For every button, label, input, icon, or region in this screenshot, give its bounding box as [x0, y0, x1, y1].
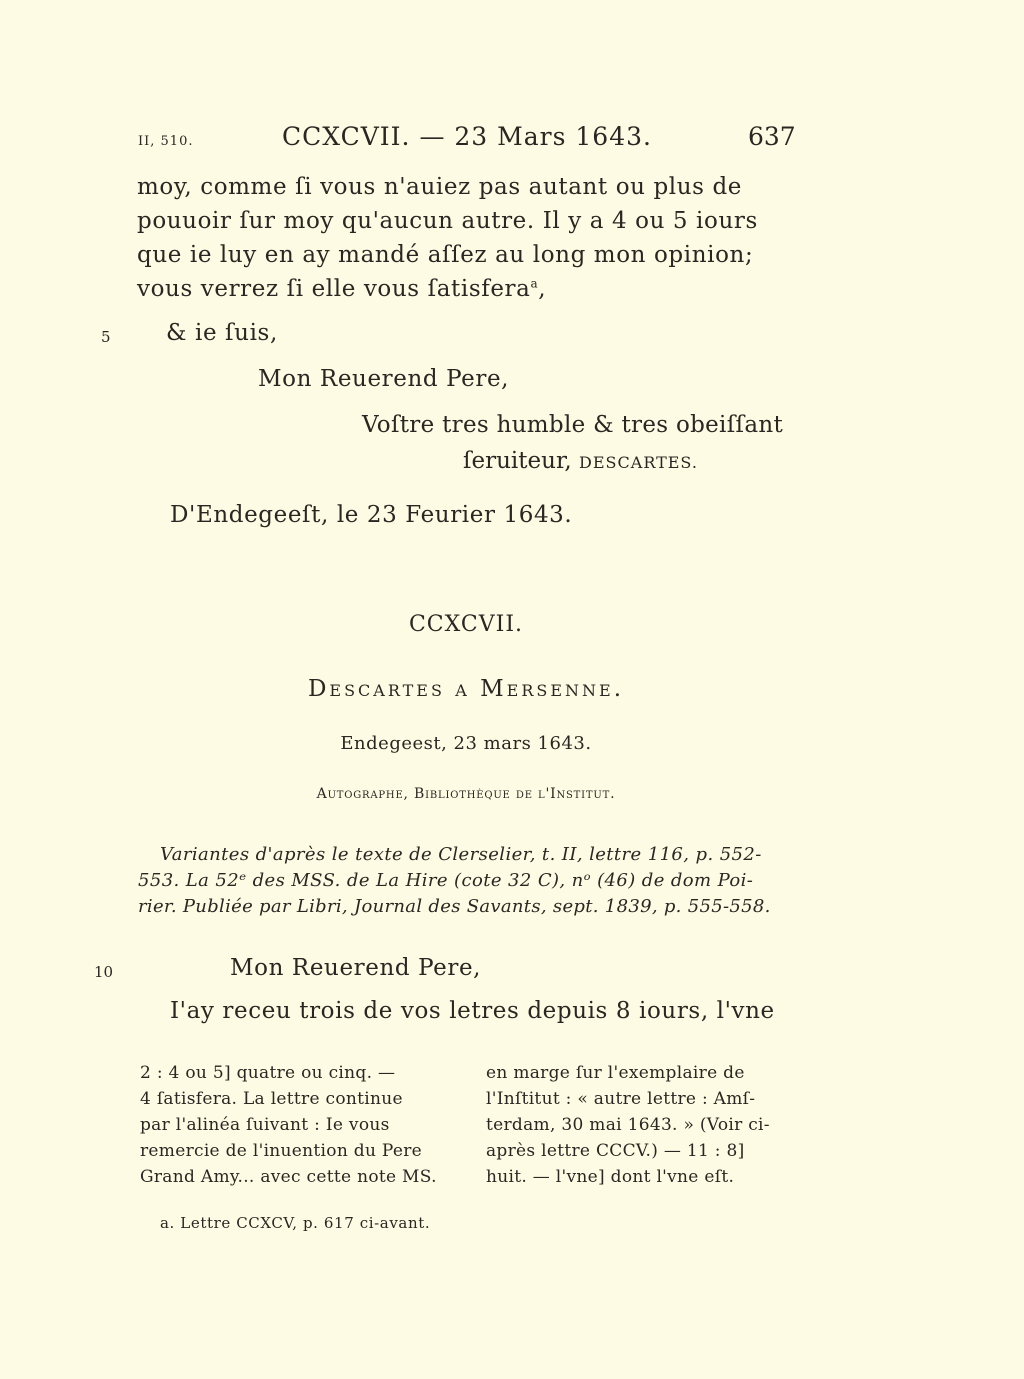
letter-salutation: Mon Reuerend Pere, — [230, 955, 482, 981]
text-line-with-ref — [137, 276, 546, 302]
note-line: 4 ſatisfera. La lettre continue — [140, 1089, 403, 1109]
note-line: huit. — l'vne] dont l'vne eſt. — [486, 1167, 735, 1187]
notes-right-column — [486, 1060, 770, 1190]
note-line: terdam, 30 mai 1643. » (Voir ci- — [486, 1115, 770, 1135]
note-line: Grand Amy... avec cette note MS. — [140, 1167, 437, 1187]
margin-number: 5 — [101, 328, 111, 346]
place-date: D'Endegeeſt, le 23 Feurier 1643. — [170, 502, 573, 528]
note-line: par l'alinéa ſuivant : Ie vous — [140, 1115, 390, 1135]
signoff: Voſtre tres humble & tres obeiſſant — [362, 412, 783, 438]
page-number: 637 — [748, 122, 796, 151]
footnote: a. Lettre CCXCV, p. 617 ci-avant. — [160, 1214, 431, 1232]
punct: , — [538, 276, 547, 302]
text-line: pouuoir ſur moy qu'aucun autre. Il y a 4 ou 5 iours — [137, 208, 758, 234]
letter-source: Autographe, Bibliothèque de l'Institut. — [316, 786, 616, 802]
variants-line: 553. La 52ᵉ des MSS. de La Hire (cote 32 C), nᵒ (46) de dom Poi- — [138, 870, 754, 891]
signature: DESCARTES. — [579, 453, 698, 472]
letter-place-date: Endegeest, 23 mars 1643. — [340, 733, 592, 754]
letter-first-line: I'ay receu trois de vos letres depuis 8 iours, l'vne — [170, 998, 775, 1024]
note-line: 2 : 4 ou 5] quatre ou cinq. — — [140, 1063, 396, 1083]
margin-number: 10 — [94, 963, 114, 981]
note-line: en marge ſur l'exemplaire de — [486, 1063, 745, 1083]
text-line: moy, comme ſi vous n'auiez pas autant ou plus de — [137, 174, 743, 200]
running-title: CCXCVII. — 23 Mars 1643. — [282, 122, 652, 151]
variants-line: Variantes d'après le texte de Clerselier, t. II, lettre 116, p. 552- — [160, 844, 762, 865]
note-line: l'Inſtitut : « autre lettre : Amſ- — [486, 1089, 756, 1109]
notes-left-column — [140, 1060, 437, 1190]
letter-number: CCXCVII. — [408, 612, 524, 637]
variants-line: rier. Publiée par Libri, Journal des Savants, sept. 1839, p. 555-558. — [138, 896, 771, 917]
note-line: après lettre CCCV.) — 11 : 8] — [486, 1141, 745, 1161]
letter-title: Descartes a Mersenne. — [307, 676, 625, 702]
closing: & ie ſuis, — [166, 320, 278, 346]
note-line: remercie de l'inuention du Pere — [140, 1141, 423, 1161]
header-ref: II, 510. — [138, 134, 194, 149]
footnote-ref: a — [530, 276, 539, 291]
signoff-servant — [463, 448, 698, 474]
salutation: Mon Reuerend Pere, — [258, 366, 510, 392]
servant-text: ſeruiteur, — [463, 448, 572, 474]
text-line: vous verrez ſi elle vous ſatisfera — [137, 276, 531, 302]
text-line: que ie luy en ay mandé aſſez au long mon opinion; — [137, 242, 754, 268]
